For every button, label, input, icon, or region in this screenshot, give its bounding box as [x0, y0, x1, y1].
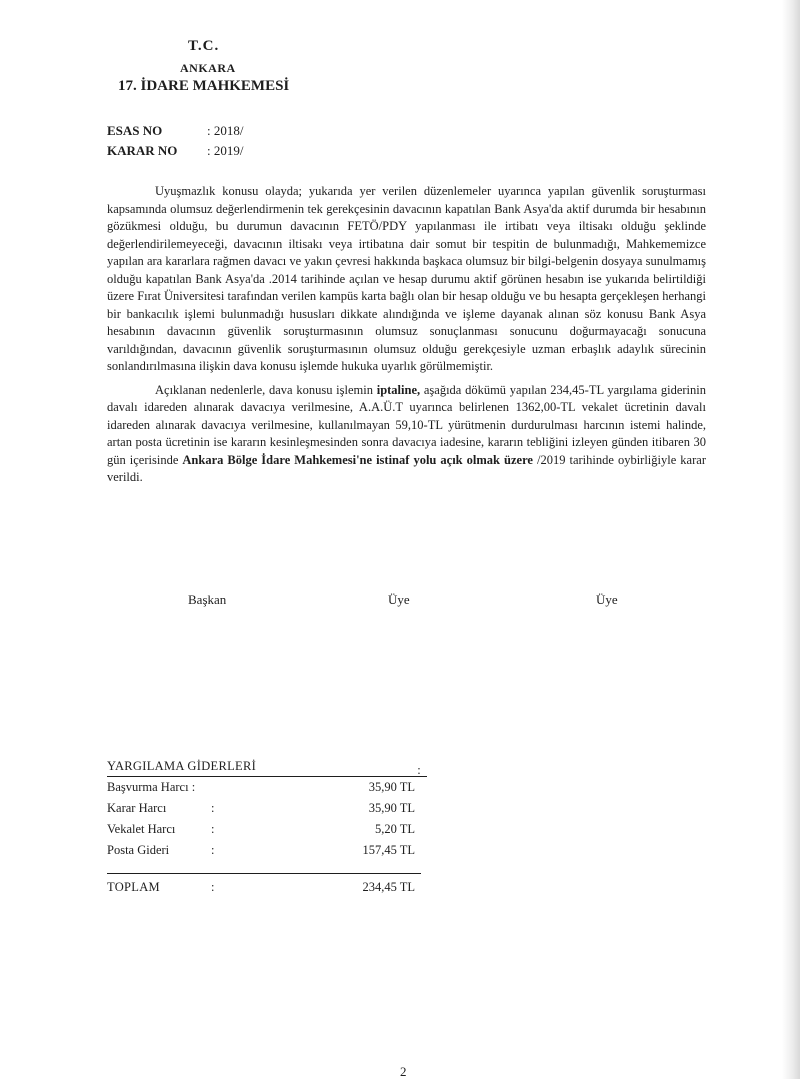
total-label: TOPLAM [107, 880, 160, 894]
cost-row [107, 777, 427, 798]
costs-title-colon: : [417, 763, 421, 777]
cost-label: Başvurma Harcı : [107, 780, 196, 794]
header-court-name: 17. İDARE MAHKEMESİ [118, 78, 290, 94]
case-numbers [107, 121, 243, 161]
page-edge-shadow [782, 0, 800, 1079]
signature-baskan: Başkan [188, 592, 227, 607]
page-number: 2 [400, 1064, 407, 1079]
ruling-appeal-bold: Ankara Bölge İdare Mahkemesi'ne istinaf yolu açık olmak üzere [182, 452, 533, 467]
cost-label: Posta Gideri [107, 843, 170, 857]
karar-value: : 2019/ [207, 143, 244, 158]
total-amount: 234,45 TL [362, 880, 415, 894]
costs-title [107, 756, 427, 777]
karar-row [107, 141, 243, 161]
ruling-text-e: /2019 tarihinde oybirliğiyle karar verildi. [107, 452, 706, 484]
header-tc: T.C. [188, 38, 220, 54]
cost-separator: : [211, 843, 215, 857]
cost-label: Vekalet Harcı [107, 822, 176, 836]
cost-total-row [107, 877, 427, 898]
costs-table [107, 756, 427, 861]
header-city: ANKARA [180, 61, 236, 75]
karar-label: KARAR NO [107, 143, 178, 158]
cost-amount: 35,90 TL [368, 801, 415, 815]
ruling-paragraph [107, 382, 706, 487]
cost-separator: : [211, 822, 215, 836]
total-divider [107, 873, 421, 874]
cost-row [107, 798, 427, 819]
esas-row [107, 121, 243, 141]
cost-separator: : [211, 801, 215, 815]
cost-amount: 5,20 TL [374, 822, 415, 836]
total-separator: : [211, 880, 215, 894]
cost-row [107, 819, 427, 840]
ruling-text-c: aşağıda dökümü yapılan 234,45-TL yargılama giderinin davalı idareden alınarak davacıya verilmesine, A.A.Ü.T uyarınca belirlenen 1362,00-TL vekalet ücretinin davalı idareden alınarak davacıya verilmesine, kullanılmayan 59,10-TL yürütmenin durdurulması harcının istemi halinde, artan posta ücretinin ise kararın kesinleşmesinden sonra davacıya iadesine, kararın tebliğini izleyen günden itibaren 30 gün içerisinde [107, 382, 706, 467]
ruling-text-a: Açıklanan nedenlerle, dava konusu işlemin [155, 382, 377, 397]
signature-uye-2: Üye [596, 592, 618, 607]
cost-label: Karar Harcı [107, 801, 167, 815]
esas-label: ESAS NO [107, 123, 163, 138]
costs-title-text: YARGILAMA GİDERLERİ [107, 759, 257, 773]
signature-uye-1: Üye [388, 592, 410, 607]
cost-amount: 35,90 TL [368, 780, 415, 794]
esas-value: : 2018/ [207, 123, 244, 138]
decision-body [107, 183, 706, 493]
reasoning-paragraph: Uyuşmazlık konusu olayda; yukarıda yer verilen düzenlemeler uyarınca yapılan güvenlik soruşturması kapsamında olumsuz değerlendirmenin tek gerekçesinin davacının kapatılan Bank Asya'da aktif durumda bir hesabının gözükmesi olduğu, bu durumun davacının FETÖ/PDY yapılanması ile irtibatı veya iltisakı olduğu şeklinde değerlendirilemeyeceği, davacının iltisakı veya irtibatına dair somut bir tespitin de bulunmadığı, Mahkememizce yapılan ara kararlara rağmen davacı ve yakın çevresi hakkında başkaca olumsuz bir bilgi-belgenin dosyaya sunulmamış olduğu kapatılan Bank Asya'da .2014 tarihinde açılan ve hesap durumu aktif görünen hesabın ise yukarıda belirtildiği üzere Fırat Üniversitesi tarafından verilen kampüs karta bağlı olan bir hesap olduğu ve bu hesapta gerçekleşen herhangi bir bankacılık işlemi bulunmadığı hususları dikkate alındığında ve işleme dayanak alınan söz konusu Bank Asya hesabının davacının güvenlik soruşturmasının olumsuz sonuçlanması sonucunu doğurmayacağı sonucuna varıldığından, davacının güvenlik soruşturmasının olumsuz olduğu gerekçesiyle uzman erbaşlık adaylık sürecinin sonlandırılmasına ilişkin dava konusu işlemde hukuka uyarlık görülmemiştir. [107, 184, 706, 373]
ruling-cancel-bold: iptaline, [376, 382, 421, 397]
cost-amount: 157,45 TL [362, 843, 415, 857]
cost-row [107, 840, 427, 861]
